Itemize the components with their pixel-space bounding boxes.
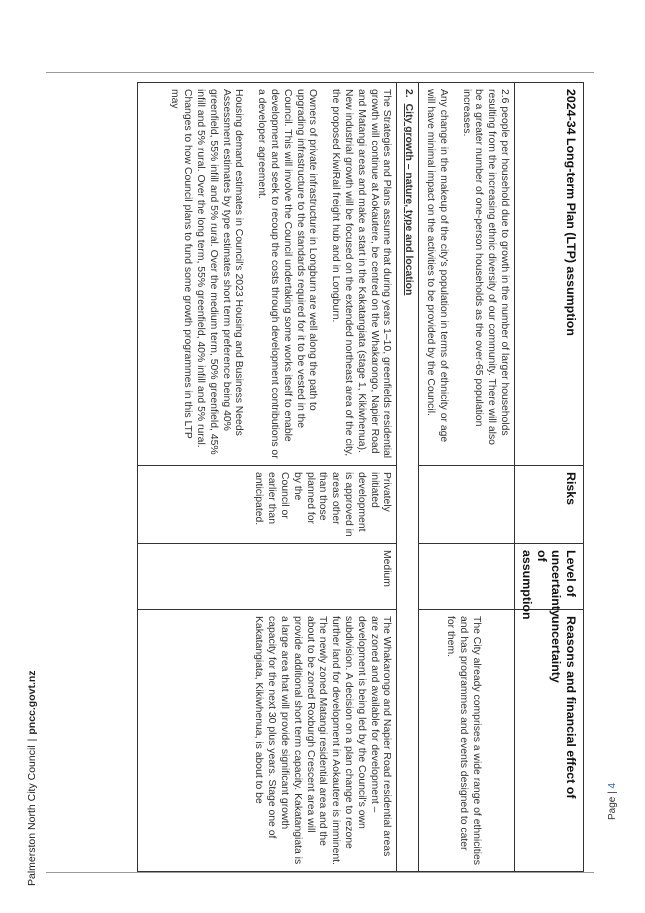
bottom-divider	[46, 872, 594, 873]
section-number: 2.	[403, 89, 415, 98]
cell-assumption	[419, 83, 515, 466]
header-reasons: Reasons and financial effect of uncertainty	[515, 610, 584, 872]
cell-uncertainty	[419, 544, 515, 610]
section-heading-row	[397, 83, 419, 872]
paragraph: Privately initiated development is approved in areas other than those planned for by the Council or earlier than anticipated.	[253, 472, 393, 537]
ltp-assumptions-table	[137, 82, 584, 872]
cell-risks	[138, 466, 397, 544]
paragraph: The Strategies and Plans assume that during years 1–10, greenfields residential growth will continue at Aokautere, be centred on the Whakarongo, Napier Road and Matangi areas and make a start in the Kakatangiata (stage 1, Kikiwhenua). New industrial growth will be focused on the extended northeast area of the city, the proposed KiwiRail freight hub and in Longburn.	[330, 89, 393, 459]
page-label: Page	[607, 796, 618, 820]
paragraph: Owners of private infrastructure in Longburn are well along the path to upgrading infrastructure to the standards required for it to be vested in the Council. This will involve the Council undertaking some works itself to enable development and seek to recoup the costs through development contributions or a developer agreement.	[256, 89, 319, 459]
section-heading	[397, 83, 419, 872]
page-number-value: 4	[607, 782, 618, 789]
cell-risks	[419, 466, 515, 544]
footer-website-link[interactable]: pncc.govt.nz	[26, 670, 38, 735]
paragraph: Housing demand estimates in Council's 2023 Housing and Business Needs Assessment estimates by type estimates short term preference being 40% greenfield, 55% infill and 5% rural. Over the medium term, 50% greenfield, 45% infill and 5% rural. Over the long term, 55% greenfield, 40% infill and 5% rural. Changes to how Council plans to fund some growth programmes in this LTP may	[169, 89, 245, 455]
ltp-assumptions-table-rotated	[72, 82, 584, 872]
uncertainty-level: Medium	[381, 550, 393, 587]
header-assumption: 2024-34 Long-term Plan (LTP) assumption	[515, 83, 584, 466]
paragraph: The City already comprises a wide range of ethnicities and has programmes and events designed to cater for them.	[445, 616, 482, 865]
section-title: City growth – nature, type and location	[403, 103, 415, 296]
table-row	[419, 83, 515, 872]
cell-uncertainty	[138, 544, 397, 610]
page-separator: |	[607, 791, 618, 794]
top-divider	[46, 72, 594, 73]
table-header-row	[515, 83, 584, 872]
cell-assumption	[138, 83, 397, 466]
paragraph: The Whakarongo and Napier Road residential areas are zoned and available for development – development is being led by the Council's own subdivision. A decision on a plan change to rezone further land for development in Aokautere is imminent. The newly zoned Matangi residential area and the about to be zoned Roxburgh Crescent area will provide additional short term capacity. Kakatangiata is a large area that will provide significant growth capacity for the next 30 plus years. Stage one of Kakatangiata, Kikiwhenua, is about to be	[253, 616, 393, 865]
footer-council-name: Palmerston North City Council	[26, 745, 38, 886]
header-risks: Risks	[515, 466, 584, 544]
header-uncertainty: Level of uncertainty of assumption	[515, 544, 584, 610]
footer-separator: |	[26, 738, 38, 742]
cell-reasons	[419, 610, 515, 872]
paragraph: Any change in the makeup of the city's population in terms of ethnicity or age will have minimal impact on the activities to be provided by the Council.	[425, 89, 449, 443]
table-row	[138, 83, 397, 872]
cell-reasons	[138, 610, 397, 872]
paragraph: 2.6 people per household due to growth in the number of larger households resulting from the increasing ethnic diversity of our community. There will also be a greater number of one-person households as the over-65 population increases.	[460, 89, 510, 445]
